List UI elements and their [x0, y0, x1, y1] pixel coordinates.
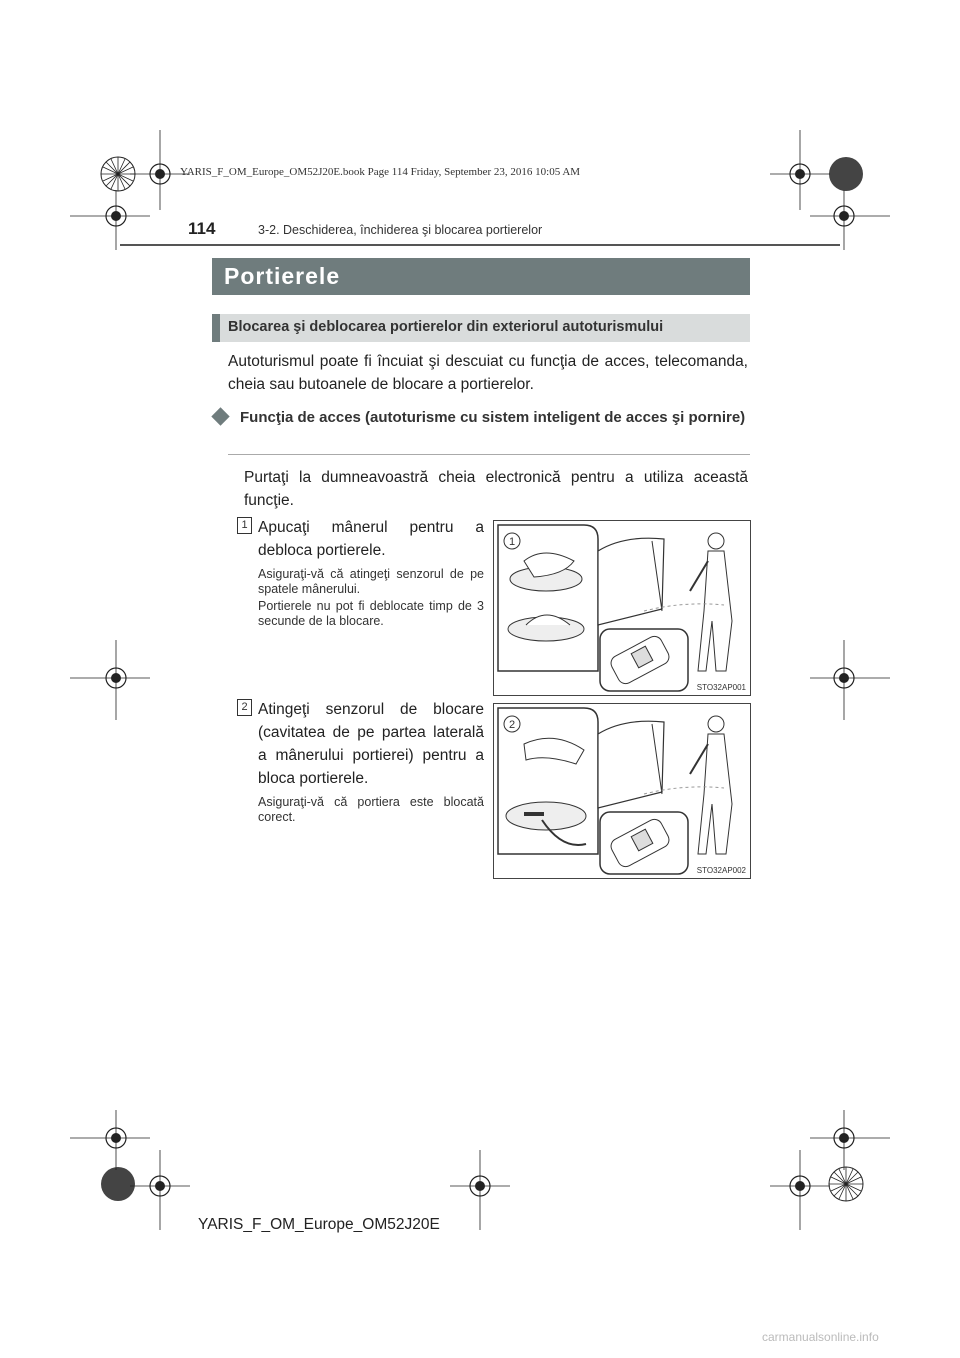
subtitle: Blocarea şi deblocarea portierelor din exteriorul autoturismului: [228, 319, 664, 335]
figure-callout-1: 1: [509, 536, 516, 548]
page-title: Portierele: [224, 263, 341, 289]
step-1-note-2: Portierele nu pot fi deblocate timp de 3 secunde de la blocare.: [258, 599, 484, 628]
header-rule: [120, 244, 840, 246]
diamond-bullet-icon: [211, 407, 229, 425]
crosshair-mark: [450, 1150, 510, 1230]
step-2-text: Atingeţi senzorul de blocare (cavitatea de pe partea laterală a mânerului portierei) pentru a bloca portierele.: [258, 701, 484, 787]
figure-door-lock: [493, 703, 751, 879]
crosshair-mark: [130, 1150, 190, 1230]
page-number: 114: [188, 219, 216, 238]
feature-paragraph: Purtaţi la dumneavoastră cheia electronică pentru a utiliza această funcţie.: [244, 469, 748, 509]
step-1-note-1: Asiguraţi-vă că atingeţi senzorul de pe spatele mânerului.: [258, 567, 484, 596]
figure-code-1: STO32AP001: [696, 683, 746, 692]
feature-heading: Funcţia de acces (autoturisme cu sistem inteligent de acces şi pornire): [240, 409, 746, 426]
page-title-bar: [212, 258, 750, 295]
figure-door-unlock: [493, 520, 751, 696]
section-title: 3-2. Deschiderea, închiderea şi blocarea portierelor: [258, 223, 543, 237]
step-2-note-1: Asiguraţi-vă că portiera este blocată corect.: [258, 795, 484, 824]
subtitle-bar: [212, 314, 750, 342]
crosshair-mark: [810, 640, 890, 720]
watermark: carmanualsonline.info: [762, 1330, 879, 1344]
print-book-line: YARIS_F_OM_Europe_OM52J20E.book Page 114 Friday, September 23, 2016 10:05 AM: [180, 166, 581, 178]
step-2-number: 2: [237, 699, 252, 716]
figure-callout-2: 2: [509, 719, 516, 731]
door-lock-illustration: [494, 704, 750, 878]
crosshair-mark: [70, 640, 150, 720]
door-unlock-illustration: [494, 521, 750, 695]
crosshair-mark: [810, 190, 890, 250]
step-1-number: 1: [237, 517, 252, 534]
figure-code-2: STO32AP002: [696, 866, 746, 875]
crosshair-mark: [70, 190, 150, 250]
footer-document-id: YARIS_F_OM_Europe_OM52J20E: [198, 1216, 440, 1233]
step-1-text: Apucaţi mânerul pentru a debloca portierele.: [258, 519, 484, 559]
crosshair-mark: [770, 1150, 830, 1230]
feature-separator: [228, 454, 750, 455]
subtitle-accent: [212, 314, 220, 342]
intro-paragraph: Autoturismul poate fi încuiat şi descuiat cu funcţia de acces, telecomanda, cheia sau butoanele de blocare a portierelor.: [228, 353, 748, 393]
